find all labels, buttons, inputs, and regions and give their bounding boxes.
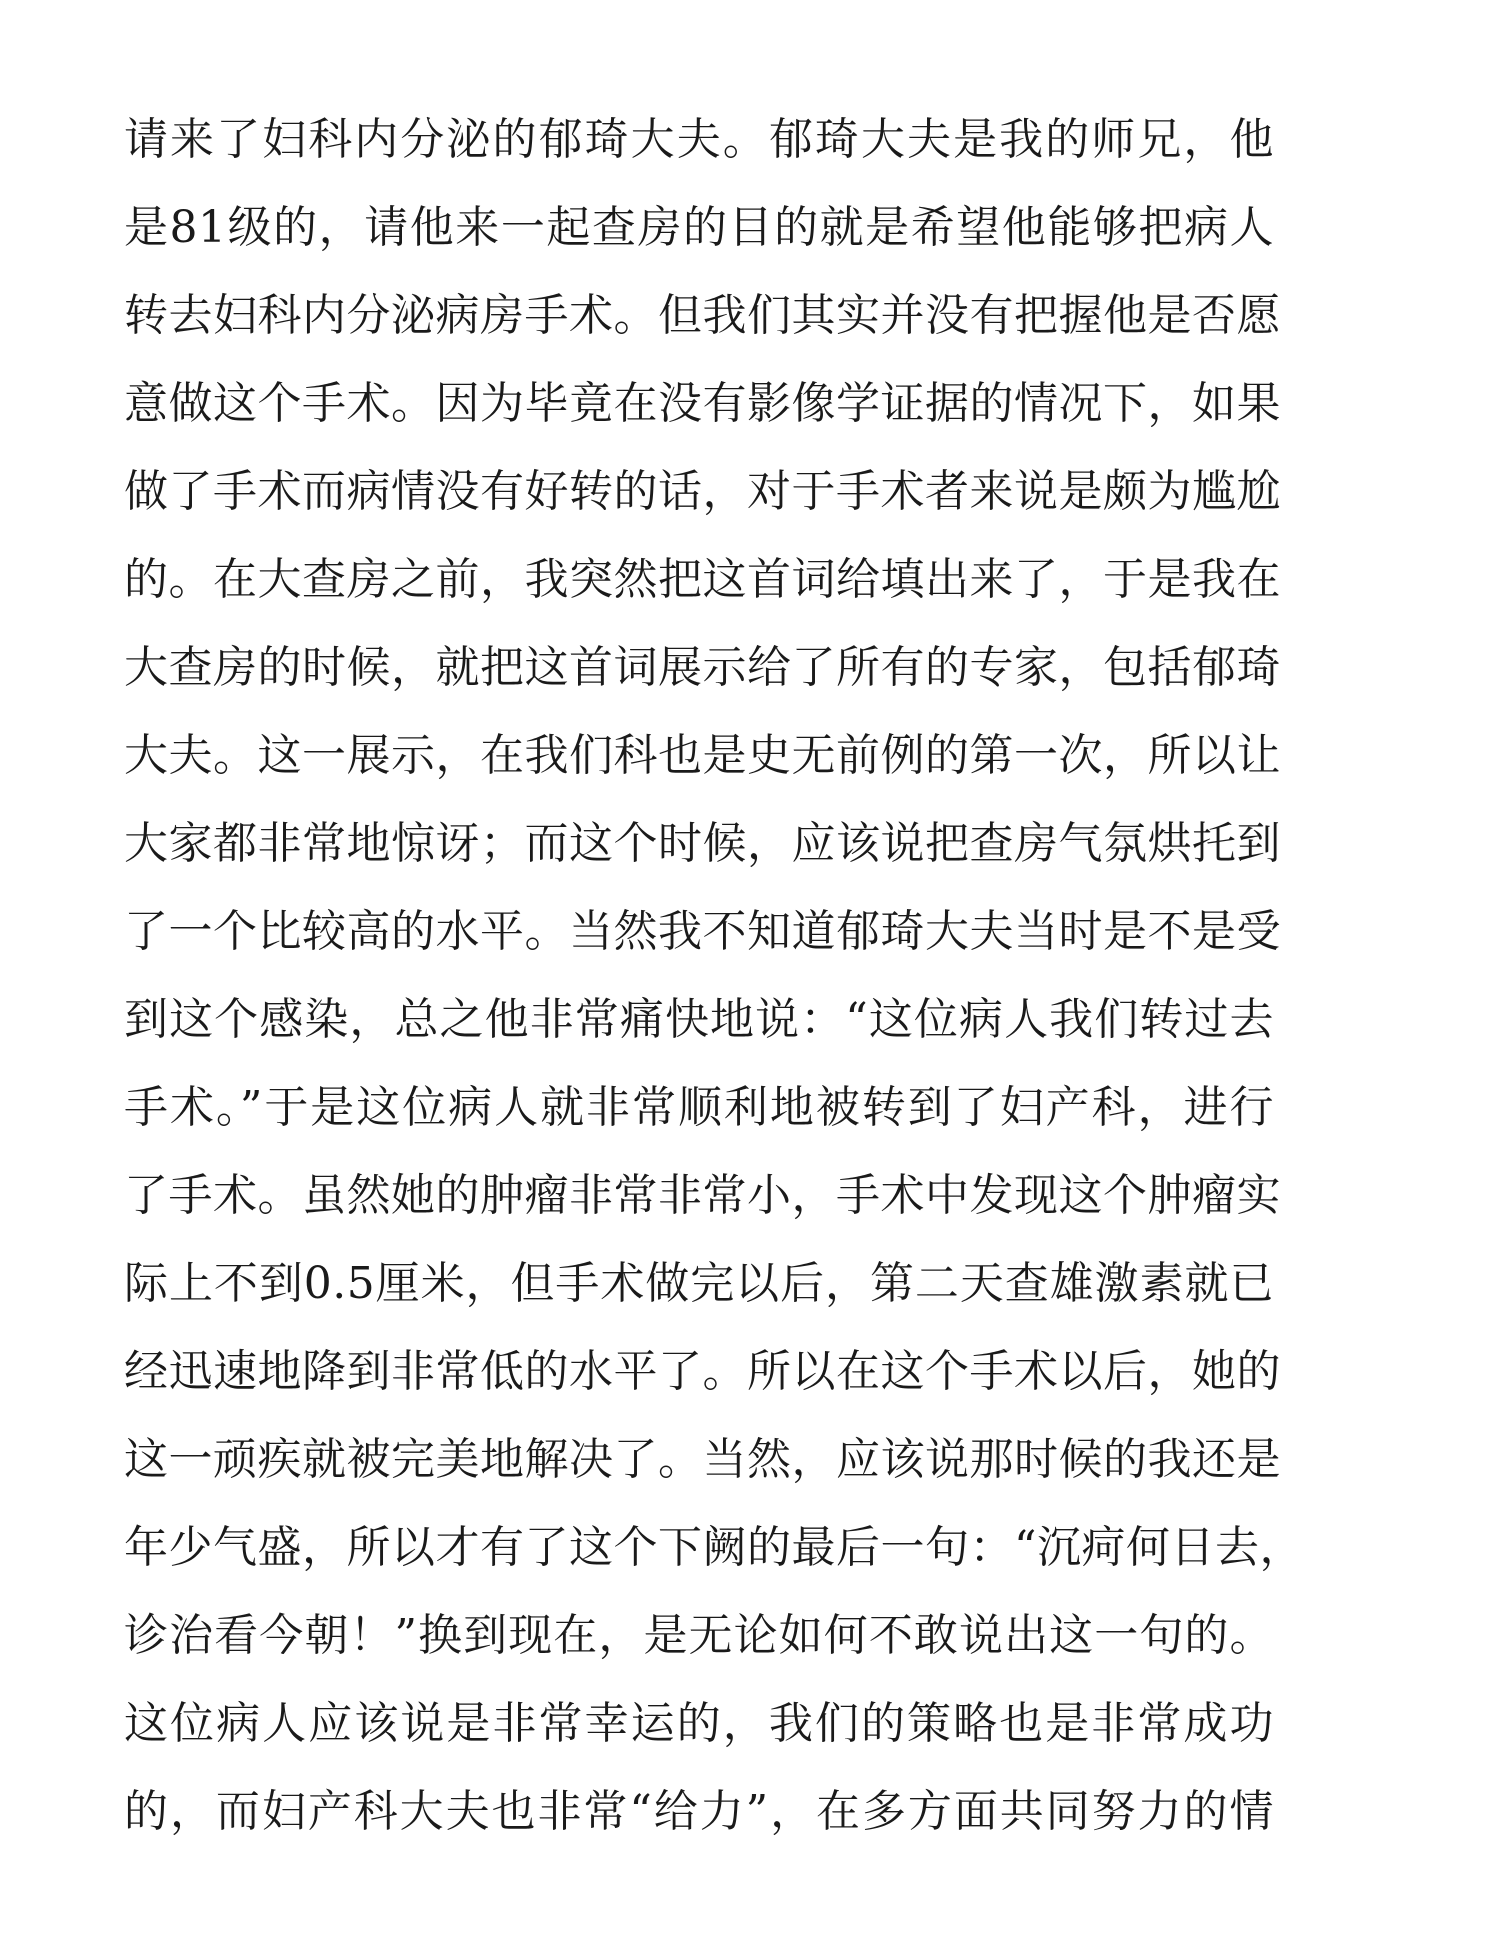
text-line: 经迅速地降到非常低的水平了。所以在这个手术以后，她的: [124, 1346, 1281, 1397]
text-line: 诊治看今朝！”换到现在，是无论如何不敢说出这一句的。: [124, 1610, 1274, 1661]
text-line: 大查房的时候，就把这首词展示给了所有的专家，包括郁琦: [124, 642, 1281, 693]
text-line: 大夫。这一展示，在我们科也是史无前例的第一次，所以让: [124, 730, 1281, 781]
text-line: 了手术。虽然她的肿瘤非常非常小，手术中发现这个肿瘤实: [124, 1170, 1281, 1221]
text-line: 这一顽疾就被完美地解决了。当然，应该说那时候的我还是: [124, 1434, 1281, 1485]
text-line: 际上不到0.5厘米，但手术做完以后，第二天查雄激素就已: [124, 1258, 1274, 1309]
text-line: 是81级的，请他来一起查房的目的就是希望他能够把病人: [124, 202, 1274, 253]
text-line: 年少气盛，所以才有了这个下阙的最后一句：“沉疴何日去，: [124, 1522, 1304, 1573]
text-line: 做了手术而病情没有好转的话，对于手术者来说是颇为尴尬: [124, 466, 1281, 517]
text-line: 的，而妇产科大夫也非常“给力”，在多方面共同努力的情: [124, 1786, 1274, 1837]
text-line: 意做这个手术。因为毕竟在没有影像学证据的情况下，如果: [124, 378, 1281, 429]
text-line: 到这个感染，总之他非常痛快地说：“这位病人我们转过去: [124, 994, 1274, 1045]
text-line: 请来了妇科内分泌的郁琦大夫。郁琦大夫是我的师兄，他: [124, 114, 1274, 165]
body-text: [124, 105, 1304, 1865]
text-line: 大家都非常地惊讶；而这个时候，应该说把查房气氛烘托到: [124, 818, 1281, 869]
text-line: 转去妇科内分泌病房手术。但我们其实并没有把握他是否愿: [124, 290, 1281, 341]
text-line: 这位病人应该说是非常幸运的，我们的策略也是非常成功: [124, 1698, 1274, 1749]
text-line: 了一个比较高的水平。当然我不知道郁琦大夫当时是不是受: [124, 906, 1281, 957]
text-line: 手术。”于是这位病人就非常顺利地被转到了妇产科，进行: [124, 1082, 1274, 1133]
text-line: 的。在大查房之前，我突然把这首词给填出来了，于是我在: [124, 554, 1281, 605]
